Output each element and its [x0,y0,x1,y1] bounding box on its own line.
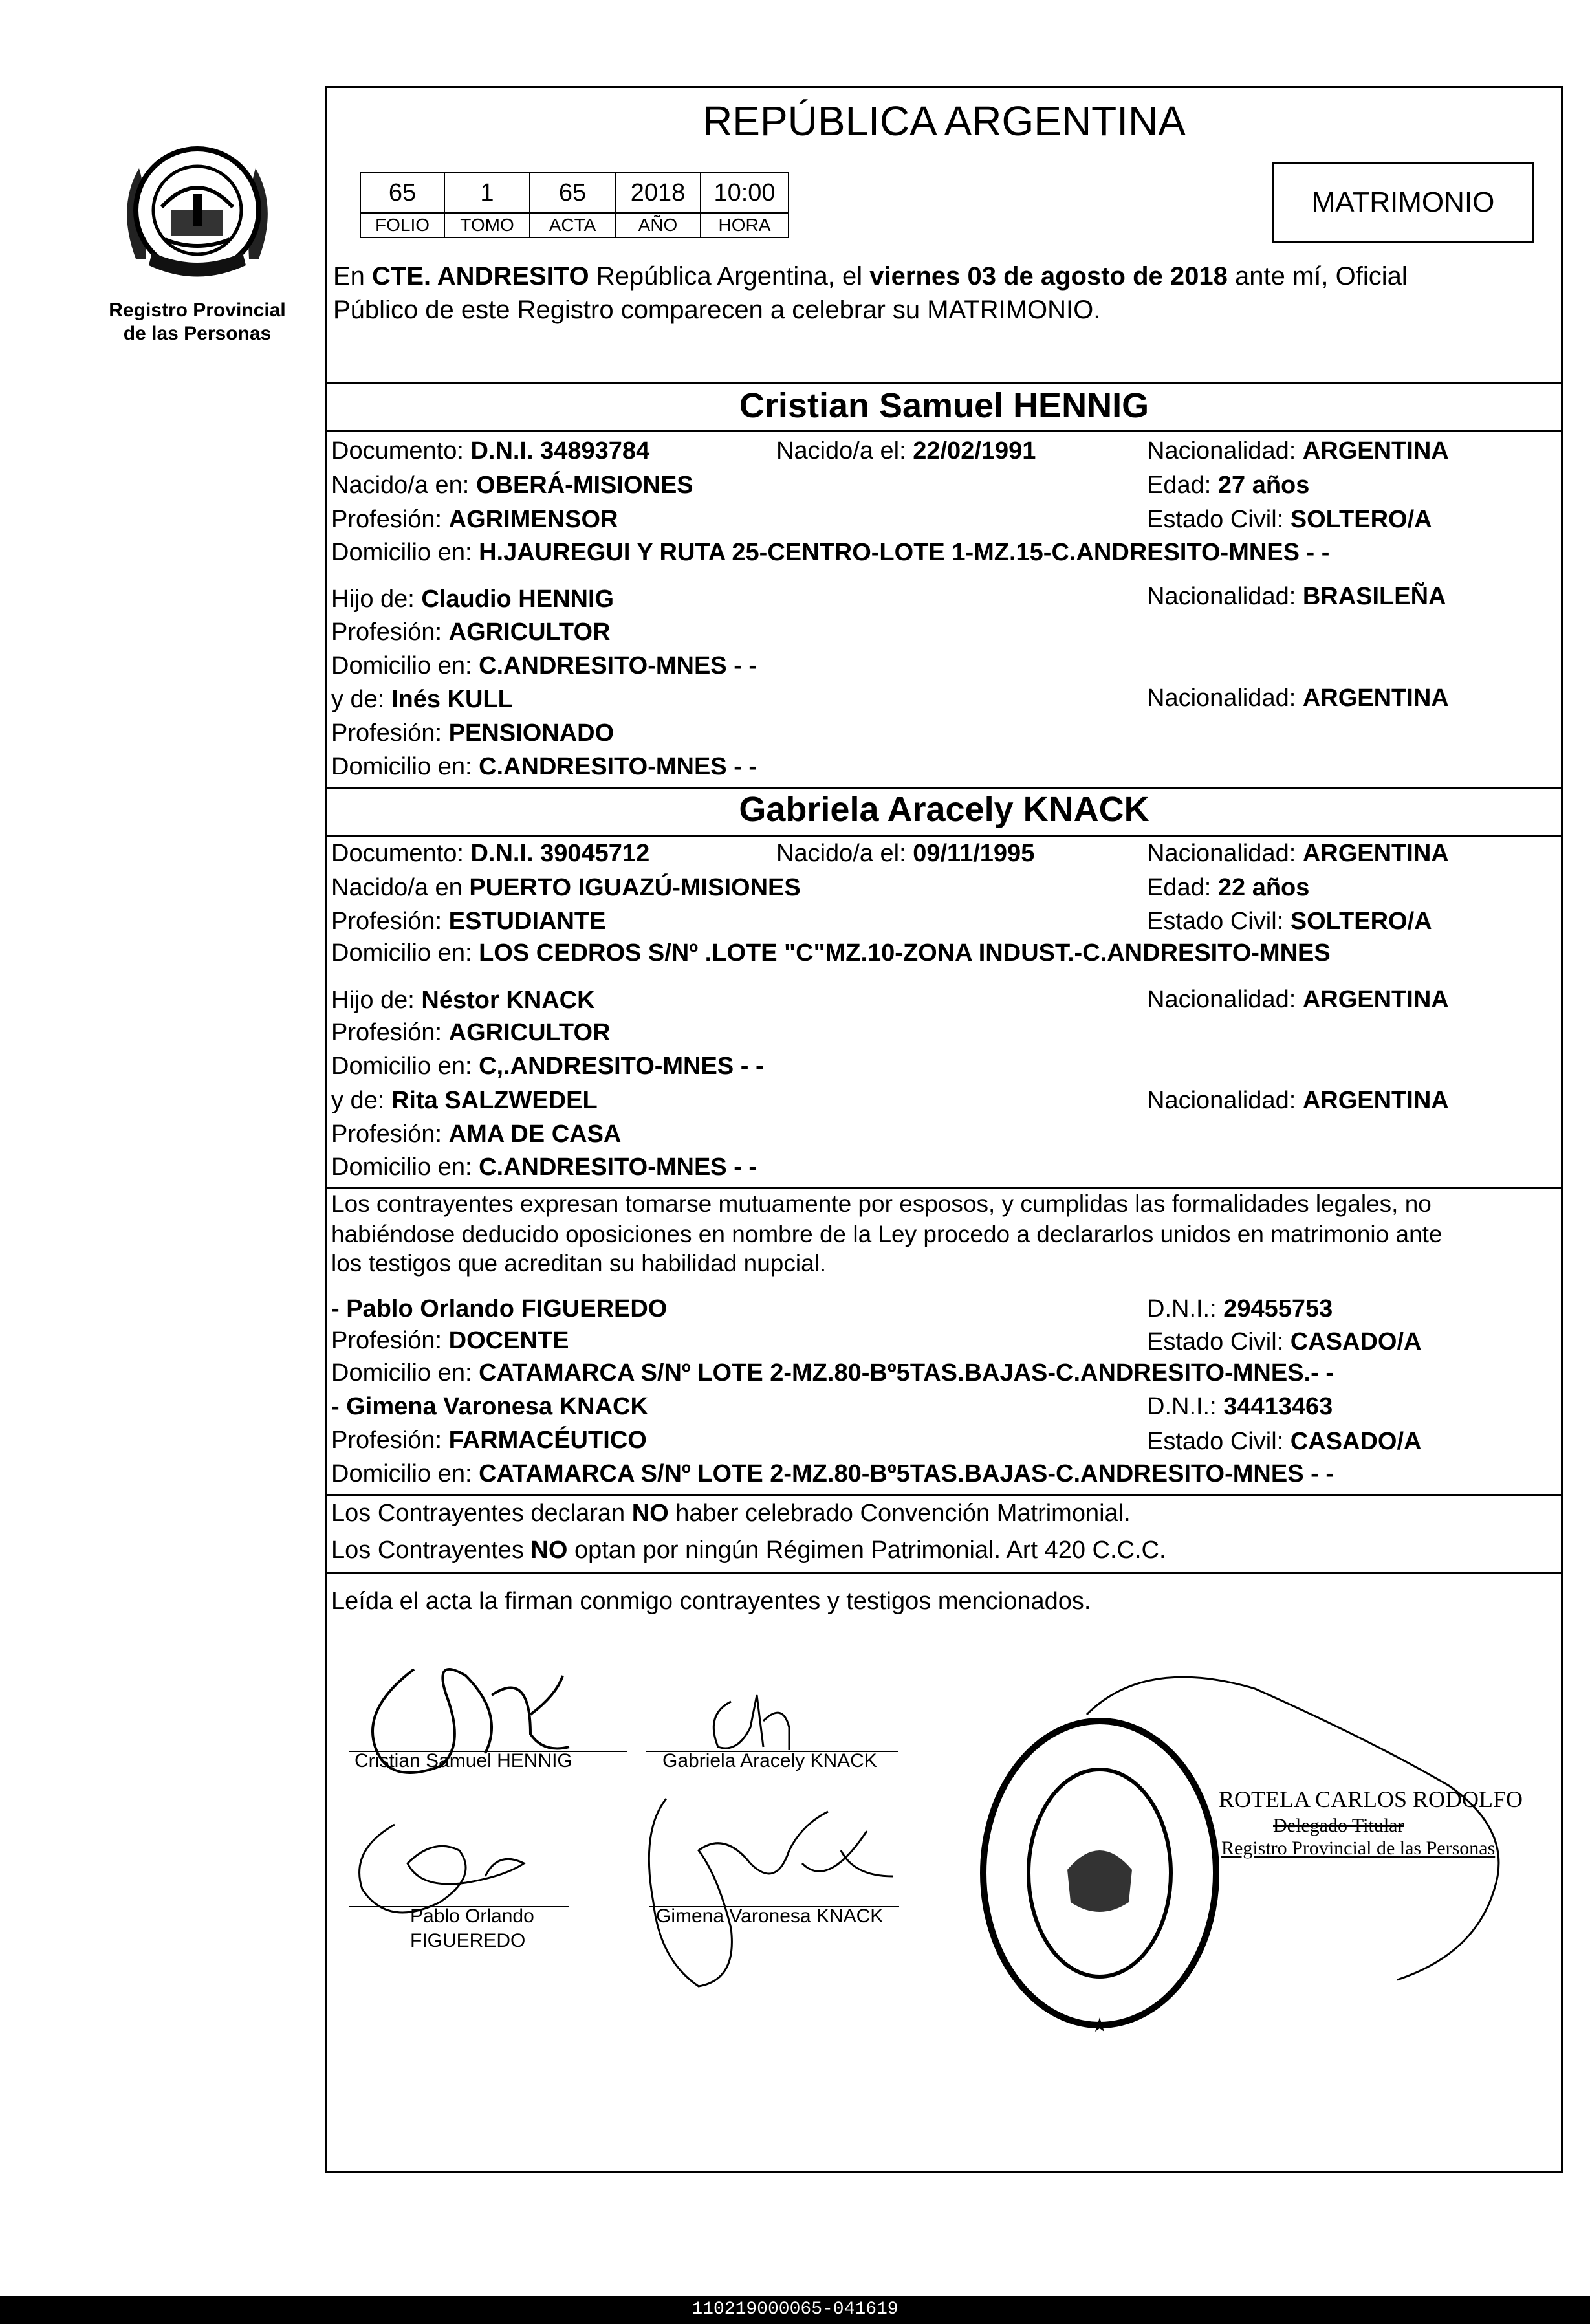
value: C.ANDRESITO-MNES - - [479,753,757,780]
label: Profesión: [331,1121,442,1148]
hora-label: HORA [701,213,789,237]
value: PUERTO IGUAZÚ-MISIONES [469,874,801,901]
groom-nacido-el [776,436,1036,466]
anio-value: 2018 [615,173,701,213]
text: Los Contrayentes [331,1537,531,1564]
bride-mother [331,1086,598,1115]
label: Documento: [331,840,464,867]
text: haber celebrado Convención Matrimonial. [668,1500,1131,1527]
value: AMA DE CASA [448,1121,622,1148]
value: LOS CEDROS S/Nº .LOTE "C"MZ.10-ZONA INDUST.-C.ANDRESITO-MNES [479,939,1331,967]
hora-value: 10:00 [701,173,789,213]
value: D.N.I. 39045712 [470,840,650,867]
label: Nacido/a en [331,874,463,901]
value: BRASILEÑA [1302,583,1446,610]
closing-text: Leída el acta la firman conmigo contrayentes y testigos mencionados. [331,1588,1091,1615]
label: Nacionalidad: [1147,437,1296,465]
groom-mother-dom [331,752,757,782]
label: Nacionalidad: [1147,1087,1296,1114]
footer-code: 110219000065-041619 [692,2299,898,2319]
value: FARMACÉUTICO [448,1427,647,1454]
label: Hijo de: [331,586,415,613]
text: Los Contrayentes declaran [331,1500,632,1527]
anio-label: AÑO [615,213,701,237]
bride-mother-prof [331,1119,621,1149]
witness1-dom [331,1358,1334,1388]
label: Profesión: [331,719,442,747]
value: ARGENTINA [1302,1087,1449,1114]
divider [325,787,1563,789]
label: Nacido/a el: [776,840,906,867]
label: D.N.I.: [1147,1295,1217,1322]
witness1-prof [331,1326,569,1355]
label: Profesión: [331,506,442,533]
registry-logo [110,129,285,291]
bride-father-nac [1147,985,1449,1014]
witness1-estado [1147,1327,1421,1357]
record-grid [360,172,789,238]
label: Hijo de: [331,987,415,1014]
bride-father-prof [331,1018,610,1047]
registry-caption [84,299,310,345]
divider [325,382,1563,384]
value: 29455753 [1223,1295,1333,1322]
value: D.N.I. 34893784 [470,437,650,465]
officer-org: Registro Provincial de las Personas [1221,1837,1496,1859]
divider [325,1187,1563,1189]
bride-father-dom [331,1051,764,1081]
label: Domicilio en: [331,652,472,679]
tomo-label: TOMO [444,213,530,237]
divider [325,430,1563,432]
value: ARGENTINA [1302,685,1449,712]
label: Documento: [331,437,464,465]
value: 22 años [1217,874,1310,901]
label: Profesión: [331,908,442,935]
groom-profesion [331,505,618,534]
groom-mother-nac [1147,683,1449,713]
groom-documento [331,436,649,466]
value: CATAMARCA S/Nº LOTE 2-MZ.80-Bº5TAS.BAJAS-C.ANDRESITO-MNES.- - [479,1359,1334,1387]
value: 27 años [1217,472,1310,499]
label: Estado Civil: [1147,506,1284,533]
label: Nacionalidad: [1147,685,1296,712]
groom-nacido-en [331,470,693,500]
bride-nacido-en [331,873,801,903]
value: AGRICULTOR [448,619,611,646]
divider [325,1572,1563,1574]
label: y de: [331,1087,385,1114]
declaration-line-2: habiéndose deducido oposiciones en nombre de la Ley procedo a declararlos unidos en matrimonio ante [331,1221,1443,1247]
value: SOLTERO/A [1290,506,1432,533]
page-title: REPÚBLICA ARGENTINA [702,98,1186,144]
intro-line-1 [333,261,1408,291]
witness2-name: - Gimena Varonesa KNACK [331,1393,648,1420]
witness2-estado [1147,1427,1421,1456]
label: Domicilio en: [331,1359,472,1387]
groom-mother [331,685,513,714]
label: Profesión: [331,1019,442,1046]
groom-father-dom [331,651,757,681]
declaration-line-3: los testigos que acreditan su habilidad nupcial. [331,1250,827,1277]
bride-heading: Gabriela Aracely KNACK [739,790,1149,829]
bride-signature-icon [713,1695,789,1750]
bride-mother-nac [1147,1086,1449,1115]
groom-father-prof [331,617,610,647]
value: C,.ANDRESITO-MNES - - [479,1053,764,1080]
label: Edad: [1147,874,1212,901]
value: 22/02/1991 [913,437,1036,465]
label: Profesión: [331,1327,442,1354]
tomo-value: 1 [444,173,530,213]
label: Estado Civil: [1147,1428,1284,1455]
bride-father [331,985,595,1015]
label: Profesión: [331,1427,442,1454]
value: Néstor KNACK [421,987,595,1014]
value: ARGENTINA [1302,840,1449,867]
value: C.ANDRESITO-MNES - - [479,652,757,679]
witness1-dni [1147,1294,1333,1324]
witness1-signature-icon [360,1825,524,1913]
bride-mother-dom [331,1152,757,1182]
value: Inés KULL [391,686,513,713]
groom-heading: Cristian Samuel HENNIG [739,386,1149,425]
label: Nacionalidad: [1147,986,1296,1013]
convention-line-2 [331,1535,1166,1565]
no: NO [530,1537,568,1564]
officer-role: Delegado Titular [1273,1815,1404,1836]
label: Domicilio en: [331,753,472,780]
groom-domicilio [331,538,1329,567]
value: AGRICULTOR [448,1019,611,1046]
divider [325,835,1563,837]
label: D.N.I.: [1147,1393,1217,1420]
divider [325,1494,1563,1496]
bride-estado [1147,906,1432,936]
witness1-signature-caption-1: Pablo Orlando [410,1905,534,1927]
witness1-signature-caption-2: FIGUEREDO [410,1930,526,1951]
bride-documento [331,839,649,868]
value: CATAMARCA S/Nº LOTE 2-MZ.80-Bº5TAS.BAJAS-C.ANDRESITO-MNES - - [479,1460,1334,1487]
intro-line-2: Público de este Registro comparecen a celebrar su MATRIMONIO. [333,296,1101,324]
witness1-name: - Pablo Orlando FIGUEREDO [331,1295,668,1322]
intro-date: viernes 03 de agosto de 2018 [869,262,1228,290]
label: y de: [331,686,385,713]
label: Estado Civil: [1147,908,1284,935]
bride-signature-caption: Gabriela Aracely KNACK [662,1750,877,1771]
label: Domicilio en: [331,539,472,566]
groom-father [331,584,614,614]
groom-edad [1147,470,1309,500]
value: Rita SALZWEDEL [391,1087,598,1114]
value: OBERÁ-MISIONES [475,472,693,499]
folio-label: FOLIO [360,213,444,237]
no: NO [631,1500,669,1527]
label: Domicilio en: [331,1460,472,1487]
official-stamp-icon [970,1708,1229,2044]
value: DOCENTE [448,1327,569,1354]
value: H.JAUREGUI Y RUTA 25-CENTRO-LOTE 1-MZ.15-C.ANDRESITO-MNES - - [479,539,1330,566]
value: C.ANDRESITO-MNES - - [479,1154,757,1181]
declaration-line-1: Los contrayentes expresan tomarse mutuamente por esposos, y cumplidas las formalidades legales, no [331,1190,1432,1217]
label: Edad: [1147,472,1212,499]
intro-text-2: República Argentina, el [589,262,870,290]
label: Nacionalidad: [1147,840,1296,867]
label: Domicilio en: [331,1154,472,1181]
value: ARGENTINA [1302,437,1449,465]
witness2-dni [1147,1392,1333,1421]
value: PENSIONADO [448,719,615,747]
value: 09/11/1995 [913,840,1035,867]
bride-nacionalidad [1147,839,1449,868]
bride-edad [1147,873,1309,903]
intro-text-3: ante mí, Oficial [1227,262,1408,290]
province-seal-icon [110,129,285,291]
bride-nacido-el [776,839,1034,868]
svg-text:★: ★ [1091,2014,1109,2037]
groom-nacionalidad [1147,436,1449,466]
label: Profesión: [331,619,442,646]
label: Nacido/a el: [776,437,906,465]
convention-line-1 [331,1498,1131,1528]
groom-father-nac [1147,582,1446,611]
label: Nacionalidad: [1147,583,1296,610]
folio-value: 65 [360,173,444,213]
value: Claudio HENNIG [421,586,615,613]
groom-estado [1147,505,1432,534]
value: ESTUDIANTE [448,908,606,935]
acta-value: 65 [530,173,615,213]
registry-line-2: de las Personas [123,323,272,344]
document-type-box: MATRIMONIO [1272,162,1534,243]
value: AGRIMENSOR [448,506,618,533]
acta-label: ACTA [530,213,615,237]
witness2-dom [331,1459,1334,1489]
registry-line-1: Registro Provincial [109,300,286,321]
witness2-signature-icon [649,1799,893,1986]
label: Estado Civil: [1147,1328,1284,1355]
label: Nacido/a en: [331,472,470,499]
value: CASADO/A [1290,1328,1422,1355]
intro-text-1: En [333,262,373,290]
groom-mother-prof [331,718,614,748]
groom-signature-caption: Cristian Samuel HENNIG [354,1750,572,1771]
bride-domicilio [331,938,1331,968]
text: optan por ningún Régimen Patrimonial. Art 420 C.C.C. [567,1537,1166,1564]
value: ARGENTINA [1302,986,1449,1013]
label: Domicilio en: [331,939,472,967]
label: Domicilio en: [331,1053,472,1080]
witness2-prof [331,1425,647,1455]
witness2-signature-caption: Gimena Varonesa KNACK [656,1905,884,1927]
value: CASADO/A [1290,1428,1422,1455]
value: 34413463 [1223,1393,1333,1420]
bride-profesion [331,906,605,936]
officer-name: ROTELA CARLOS RODOLFO [1219,1786,1523,1812]
value: SOLTERO/A [1290,908,1432,935]
intro-place: CTE. ANDRESITO [372,262,589,290]
